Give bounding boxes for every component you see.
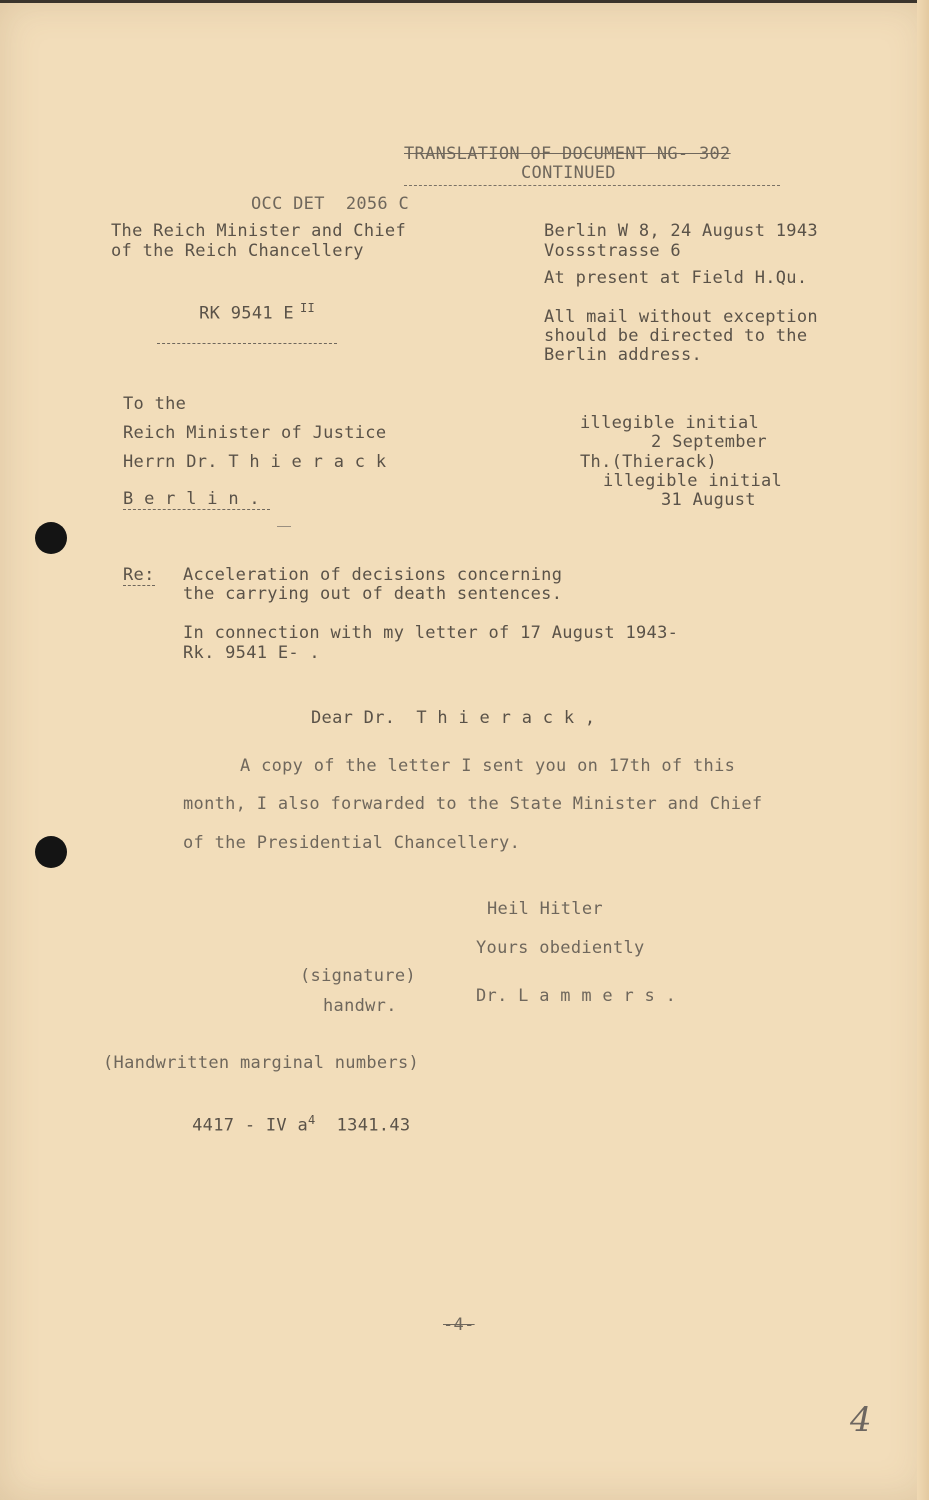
place-date: Berlin W 8, 24 August 1943 — [544, 221, 818, 241]
annotation-5: 31 August — [661, 490, 756, 510]
punch-hole-bottom — [35, 836, 67, 868]
reference-superscript: II — [299, 301, 316, 315]
reference-number: RK 9541 E — [199, 303, 294, 324]
annotation-3: Th.(Thierack) — [580, 452, 717, 472]
handwritten-page-mark: 4 — [850, 1400, 872, 1440]
salutation: Dear Dr. T h i e r a c k , — [311, 708, 596, 728]
body-line-1: A copy of the letter I sent you on 17th of this — [240, 756, 736, 776]
body-line-3: of the Presidential Chancellery. — [183, 833, 521, 853]
scan-edge — [0, 0, 929, 3]
recipient-city: B e r l i n . — [123, 490, 270, 510]
dash-mark — [277, 526, 291, 527]
street-address: Vossstrasse 6 — [544, 241, 681, 261]
re-label: Re: — [123, 565, 155, 585]
closing-heil: Heil Hitler — [487, 899, 603, 919]
marginal-number-2: 1341.43 — [336, 1115, 411, 1136]
document-title: TRANSLATION OF DOCUMENT NG- 302 — [404, 144, 731, 164]
sender-line-2: of the Reich Chancellery — [111, 241, 364, 261]
body-line-2: month, I also forwarded to the State Minister and Chief — [183, 794, 763, 814]
signatory-name: Dr. L a m m e r s . — [476, 986, 677, 1006]
document-subtitle: CONTINUED — [521, 163, 616, 183]
annotation-1: illegible initial — [580, 413, 760, 433]
marginal-numbers — [150, 1092, 410, 1155]
sender-reference — [157, 280, 337, 344]
connection-line-2: Rk. 9541 E- . — [183, 643, 320, 663]
paper-edge — [917, 0, 929, 1500]
recipient-line-3: Herrn Dr. T h i e r a c k — [123, 452, 387, 472]
marginal-superscript: 4 — [308, 1113, 316, 1127]
mail-note-3: Berlin address. — [544, 345, 703, 365]
mail-note-2: should be directed to the — [544, 326, 808, 346]
recipient-line-2: Reich Minister of Justice — [123, 423, 387, 443]
punch-hole-top — [35, 522, 67, 554]
field-hq-note: At present at Field H.Qu. — [544, 268, 808, 288]
sender-line-1: The Reich Minister and Chief — [111, 221, 406, 241]
annotation-2: 2 September — [651, 432, 767, 452]
connection-line-1: In connection with my letter of 17 August 1943- — [183, 623, 679, 643]
page-number: -4- — [443, 1315, 475, 1335]
annotation-4: illegible initial — [603, 471, 783, 491]
re-line-1: Acceleration of decisions concerning — [183, 565, 563, 585]
recipient-line-1: To the — [123, 394, 187, 414]
header-rule — [404, 185, 780, 186]
marginal-number-1: 4417 - IV a — [192, 1115, 309, 1136]
marginal-label: (Handwritten marginal numbers) — [103, 1053, 420, 1073]
closing-yours: Yours obediently — [476, 938, 645, 958]
mail-note-1: All mail without exception — [544, 307, 818, 327]
re-line-2: the carrying out of death sentences. — [183, 584, 563, 604]
signature-note-2: handwr. — [323, 996, 397, 1016]
occ-number: OCC DET 2056 C — [251, 194, 410, 214]
signature-note: (signature) — [300, 966, 416, 986]
